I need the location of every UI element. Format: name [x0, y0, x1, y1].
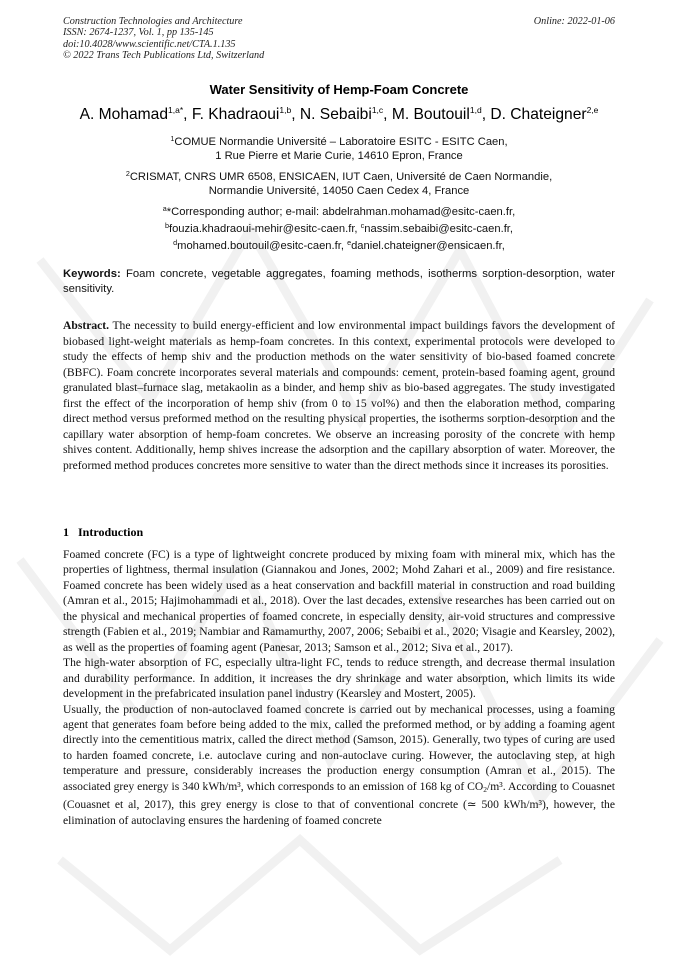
paragraph: Foamed concrete (FC) is a type of lightweight concrete produced by mixing foam with mineral mix, which has the properties of lightness, thermal insulation (Giannakou and Jones, 2002; Mohd Zahari et al., 2009) and fire resistance. Foamed concrete has been widely used as a heat conservation and backfill material in construction and road building (Amran et al., 2015; Hajimohammadi et al., 2018). Over the last decades, extensive researches has been carried out on the physical and mechanical properties of foamed concrete, in especially density, air-void structures and compressive strength (Fabien et al., 2019; Nambiar and Ramamurthy, 2007, 2006; Sebaibi et al., 2020; Visagie and Kearsley, 2002), as well as the properties of foaming agent (Panesar, 2013; Samson et al., 2012; Siva et al., 2017). — [63, 548, 615, 654]
paragraph: The high-water absorption of FC, especially ultra-light FC, tends to reduce strength, and decrease thermal insulation and durability performance. In addition, it increases the dry shrinkage and water absorption, which limits its wide development in the prefabricated insulation panel industry (Kearsley and Mostert, 2005). — [63, 656, 615, 701]
contact-emails — [0, 202, 678, 253]
abstract — [63, 318, 615, 473]
section-number: 1 — [63, 525, 69, 539]
affiliation-2 — [0, 167, 678, 198]
paper-title: Water Sensitivity of Hemp-Foam Concrete — [209, 82, 469, 97]
author-sep: , — [481, 106, 491, 123]
author-sup: 1,c — [371, 105, 384, 115]
journal-copyright: © 2022 Trans Tech Publications Ltd, Switzerland — [63, 50, 265, 62]
author-name: N. Sebaibi — [299, 106, 372, 123]
paragraph-text: Usually, the production of non-autoclaved foamed concrete is carried out by mechanical processes, using a foaming agent that generates foam before being added to the mix, called the preformed method, or by adding a foaming agent directly into the cementitious matrix, called the direct method (Samson, 2015). Generally, two types of curing are used to harden foamed concrete, i.e. autoclave curing and non-autoclave curing. However, the autoclaving step, at high temperature and pressure, considerably increases the production energy consumption (Amran et al., 2015). The associated grey energy is 340 kWh/m³, which corresponds to an emission of 168 kg of CO — [63, 702, 615, 793]
affiliation-sup: 2 — [125, 169, 130, 178]
author-email: daniel.chateigner@ensicaen.fr, — [351, 240, 505, 252]
author-name: A. Mohamad — [79, 106, 169, 123]
corresponding-author-email: *Corresponding author; e-mail: abdelrahman.mohamad@esitc-caen.fr, — [166, 206, 516, 218]
author-email: mohamed.boutouil@esitc-caen.fr, — [177, 240, 348, 252]
author-sup: 2,e — [586, 105, 599, 115]
author-email: fouzia.khadraoui-mehir@esitc-caen.fr, — [168, 223, 361, 235]
online-date: Online: 2022-01-06 — [533, 16, 615, 27]
affiliation-line: COMUE Normandie Université – Laboratoire ESITC - ESITC Caen, — [174, 136, 508, 148]
keywords-label: Keywords: — [63, 268, 121, 280]
journal-meta — [63, 16, 264, 62]
author-name: F. Khadraoui — [191, 106, 280, 123]
author-sup: 1,d — [469, 105, 482, 115]
author-sup: 1,b — [279, 105, 292, 115]
email-sup: d — [173, 238, 178, 247]
author-sep: , — [383, 106, 392, 123]
paragraph — [63, 702, 615, 829]
affiliation-sup: 1 — [170, 134, 175, 143]
body-text — [63, 547, 615, 828]
keywords-text: Foam concrete, vegetable aggregates, foaming methods, isotherms sorption-desorption, water sensitivity. — [63, 268, 615, 295]
author-sup: 1,a* — [168, 105, 184, 115]
journal-issn: ISSN: 2674-1237, Vol. 1, pp 135-145 — [63, 27, 214, 39]
keywords — [63, 267, 615, 297]
affiliation-1 — [0, 132, 678, 163]
affiliation-line: Normandie Université, 14050 Caen Cedex 4, France — [208, 185, 470, 197]
section-title: Introduction — [78, 525, 144, 539]
subscript: 2 — [483, 784, 488, 794]
affiliation-line: 1 Rue Pierre et Marie Curie, 14610 Epron, France — [215, 150, 463, 162]
journal-name: Construction Technologies and Architecture — [63, 16, 243, 27]
abstract-text: The necessity to build energy-efficient and low environmental impact buildings favors the development of biobased light-weight materials as hemp-foam concretes. In this context, experimental protocols were developed to study the effects of hemp shiv and the production methods on the water sensitivity of bio-based foamed concrete (BBFC). Foam concrete incorporates several materials and compounds: cement, protein-based foaming agent, ground granulated blast–furnace slag, metakaolin as a binder, and hemp shiv as bio-based aggregates. The study investigated first the effect of the incorporation of hemp shiv (from 0 to 15 vol%) and then the elaboration method, comparing direct method versus preformed method on the resulting physical properties, the isotherms sorption-desorption and the capillary water absorption of hemp-foam concretes. We observe an increasing porosity of the concrete with hemp shives content. Additionally, hemp shives increase the adsorption and the capillary absorption of water. Moreover, the preformed method produces concretes more sensitive to water than the direct methods since it increases its porosities. — [63, 319, 615, 472]
author-name: M. Boutouil — [391, 106, 470, 123]
section-heading — [63, 525, 143, 540]
email-sup: a — [162, 204, 167, 213]
email-sup: b — [164, 221, 169, 230]
author-sep: , — [291, 106, 300, 123]
journal-doi: doi:10.4028/www.scientific.net/CTA.1.135 — [63, 38, 236, 50]
affiliation-line: CRISMAT, CNRS UMR 6508, ENSICAEN, IUT Caen, Université de Caen Normandie, — [129, 171, 553, 183]
email-sup: c — [360, 221, 365, 230]
paragraph-text: /m³. According to Couasnet (Couasnet et al, 2017), this grey energy is close to that of conventional concrete (≃ 500 kWh/m³), however, the elimination of autoclaving ensures the hardening of foamed concrete — [63, 779, 615, 827]
email-sup: e — [347, 238, 352, 247]
author-list — [0, 105, 678, 124]
author-sep: , — [183, 106, 192, 123]
author-name: D. Chateigner — [490, 106, 587, 123]
abstract-label: Abstract. — [63, 319, 110, 332]
author-email: nassim.sebaibi@esitc-caen.fr, — [364, 223, 514, 235]
